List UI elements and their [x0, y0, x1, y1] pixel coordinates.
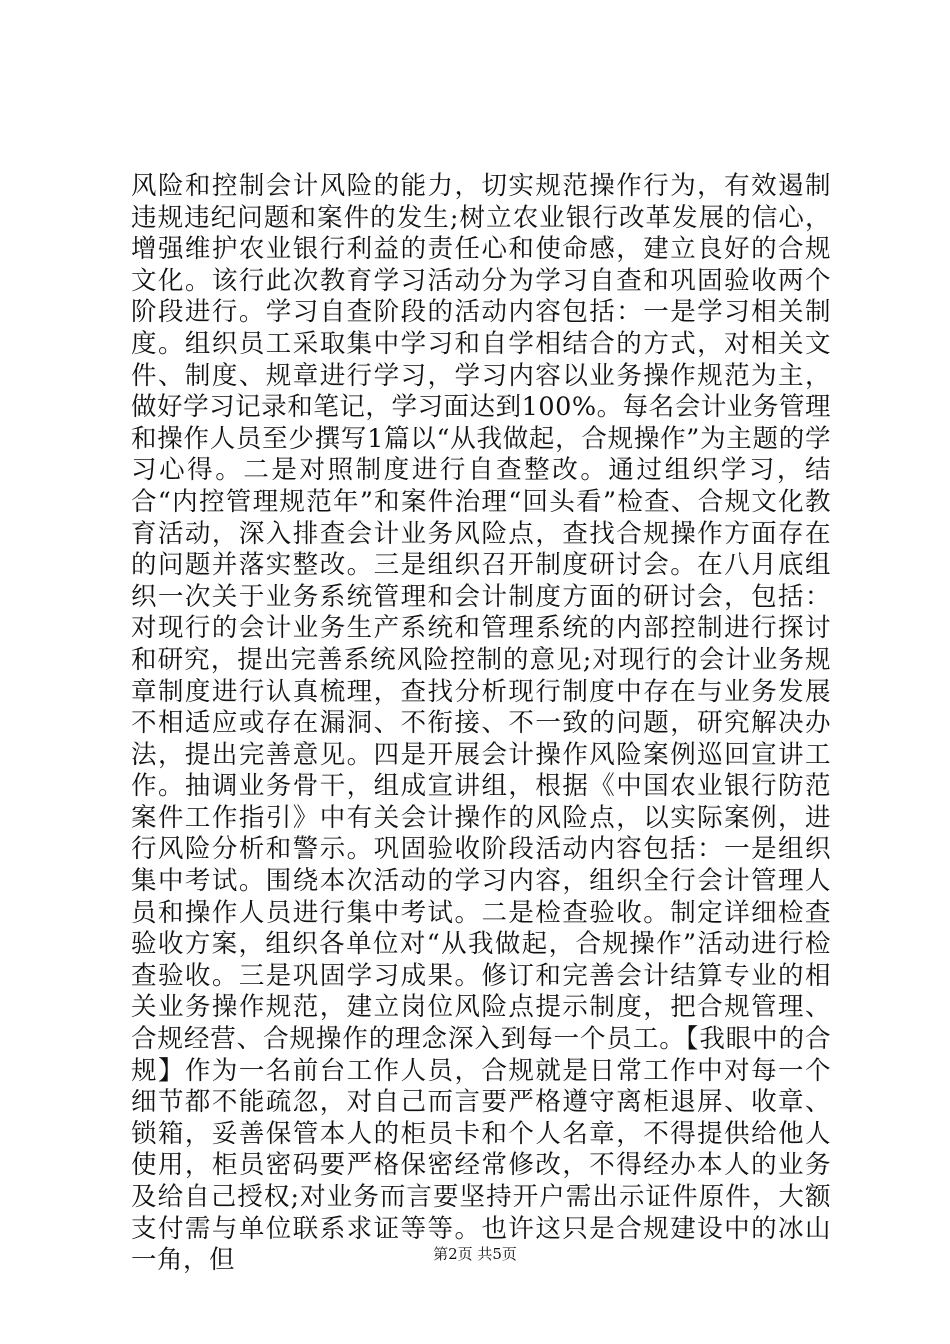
body-paragraph: 风险和控制会计风险的能力，切实规范操作行为，有效遏制违规违纪问题和案件的发生;树立农业银行改革发展的信心，增强维护农业银行利益的责任心和使命感，建立良好的合规文化。该行此次教育学习活动分为学习自查和巩固验收两个阶段进行。学习自查阶段的活动内容包括：一是学习相关制度。组织员工采取集中学习和自学相结合的方式，对相关文件、制度、规章进行学习，学习内容以业务操作规范为主，做好学习记录和笔记，学习面达到100%。每名会计业务管理和操作人员至少撰写1篇以“从我做起，合规操作”为主题的学习心得。二是对照制度进行自查整改。通过组织学习，结合“内控管理规范年”和案件治理“回头看”检查、合规文化教育活动，深入排查会计业务风险点，查找合规操作方面存在的问题并落实整改。三是组织召开制度研讨会。在八月底组织一次关于业务系统管理和会计制度方面的研讨会，包括：对现行的会计业务生产系统和管理系统的内部控制进行探讨和研究，提出完善系统风险控制的意见;对现行的会计业务规章制度进行认真梳理，查找分析现行制度中存在与业务发展不相适应或存在漏洞、不衔接、不一致的问题，研究解决办法，提出完善意见。四是开展会计操作风险案例巡回宣讲工作。抽调业务骨干，组成宣讲组，根据《中国农业银行防范案件工作指引》中有关会计操作的风险点，以实际案例，进行风险分析和警示。巩固验收阶段活动内容包括：一是组织集中考试。围绕本次活动的学习内容，组织全行会计管理人员和操作人员进行集中考试。二是检查验收。制定详细检查验收方案，组织各单位对“从我做起，合规操作”活动进行检查验收。三是巩固学习成果。修订和完善会计结算专业的相关业务操作规范，建立岗位风险点提示制度，把合规管理、合规经营、合规操作的理念深入到每一个员工。【我眼中的合规】作为一名前台工作人员，合规就是日常工作中对每一个细节都不能疏忽，对自己而言要严格遵守离柜退屏、收章、锁箱，妥善保管本人的柜员卡和个人名章，不得提供给他人使用，柜员密码要严格保密经常修改，不得经办本人的业务及给自己授权;对业务而言要坚持开户需出示证件原件，大额支付需与单位联系求证等等。也许这只是合规建设中的冰山一角，但	[131, 171, 831, 1276]
page-footer: 第2页 共5页	[433, 1245, 517, 1263]
